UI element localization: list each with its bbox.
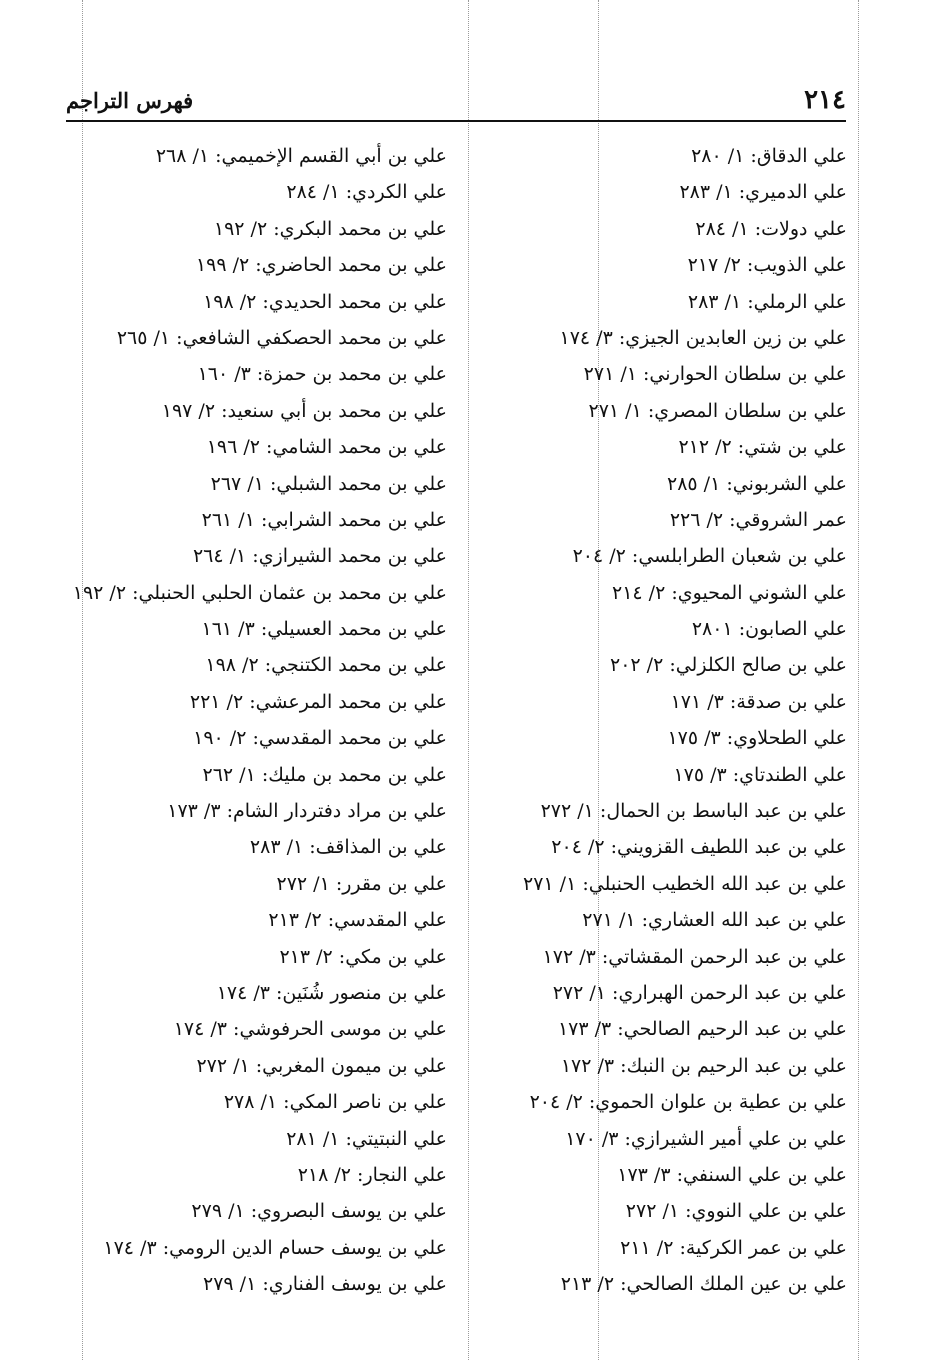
index-entry: علي بن ميمون المغربي: ١/ ٢٧٢ [196,1054,447,1077]
index-entry: علي بن صدقة: ٣/ ١٧١ [670,690,847,713]
running-title: فهرس التراجم [66,87,194,113]
index-entry: علي النجار: ٢/ ٢١٨ [297,1163,447,1186]
index-entry: علي بن عمر الكركية: ٢/ ٢١١ [620,1236,847,1259]
index-entry: علي بن علي السنفي: ٣/ ١٧٣ [617,1163,847,1186]
index-entry: علي بن عين الملك الصالحي: ٢/ ٢١٣ [560,1273,847,1296]
index-entry: علي الصابون: ٢٨٠١ [691,618,847,641]
index-entry: علي بن سلطان الحوارني: ١/ ٢٧١ [583,363,847,386]
index-entry: علي بن المذاقف: ١/ ٢٨٣ [249,836,447,859]
index-entry: علي بن محمد بن مليك: ١/ ٢٦٢ [202,763,447,786]
index-entry: علي بن عبد الباسط بن الحمال: ١/ ٢٧٢ [540,800,847,823]
index-entry: علي الطحلاوي: ٣/ ١٧٥ [667,727,847,750]
index-entry: علي بن عبد الله الخطيب الحنبلي: ١/ ٢٧١ [523,872,847,895]
index-entry: علي بن أبي القسم الإخميمي: ١/ ٢٦٨ [155,145,447,167]
index-entry: علي الكردي: ١/ ٢٨٤ [286,181,447,204]
index-entry: علي الشربوني: ١/ ٢٨٥ [667,472,847,495]
scan-guide-line [858,0,859,1360]
index-entry: علي بن علي أمير الشيرازي: ٣/ ١٧٠ [565,1127,847,1150]
index-entry: علي الدقاق: ١/ ٢٨٠ [691,145,847,167]
index-entry: علي بن عبد الرحيم الصالحي: ٣/ ١٧٣ [557,1018,847,1041]
index-entry: علي بن شعبان الطرابلسي: ٢/ ٢٠٤ [572,545,847,568]
index-entry: علي بن محمد الشامي: ٢/ ١٩٦ [206,436,447,459]
index-entry: علي بن صالح الكلزلي: ٢/ ٢٠٢ [609,654,847,677]
index-entry: علي بن محمد بن حمزة: ٣/ ١٦٠ [197,363,447,386]
index-entry: علي بن محمد الحديدي: ٢/ ١٩٨ [203,290,447,313]
index-entry: علي بن محمد الشرابي: ١/ ٢٦١ [201,508,447,531]
index-entry: علي بن مقرر: ١/ ٢٧٢ [276,872,447,895]
index-entry: علي بن سلطان المصري: ١/ ٢٧١ [588,399,847,422]
index-entry: علي الذويب: ٢/ ٢١٧ [687,254,847,277]
index-column-left [67,138,447,1303]
index-entry: علي بن محمد بن أبي سنعيد: ٢/ ١٩٧ [161,399,447,422]
index-entry: علي بن عبد الرحمن المقشاتي: ٣/ ١٧٢ [542,945,847,968]
index-entry: علي بن محمد الكتنجي: ٢/ ١٩٨ [205,654,447,677]
page-number: ٢١٤ [804,85,846,115]
index-entry: علي المقدسي: ٢/ ٢١٣ [268,909,447,932]
index-entry: علي بن يوسف حسام الدين الرومي: ٣/ ١٧٤ [103,1236,447,1259]
index-entry: علي بن مراد دفتردار الشام: ٣/ ١٧٣ [167,800,447,823]
index-entry: علي بن محمد المرعشي: ٢/ ٢٢١ [189,690,447,713]
index-entry: علي بن عبد اللطيف القزويني: ٢/ ٢٠٤ [551,836,847,859]
index-entry: علي بن علي النووي: ١/ ٢٧٢ [625,1200,847,1223]
index-entry: علي بن ناصر المكي: ١/ ٢٧٨ [223,1091,447,1114]
index-entry: علي بن محمد الحصكفي الشافعي: ١/ ٢٦٥ [116,326,447,349]
page-header [66,80,846,122]
index-entry: علي بن يوسف الفناري: ١/ ٢٧٩ [202,1273,447,1296]
index-entry: علي بن محمد البكري: ٢/ ١٩٢ [213,217,447,240]
index-entry: علي الشوني المحيوي: ٢/ ٢١٤ [612,581,847,604]
index-entry: علي بن شتي: ٢/ ٢١٢ [678,436,847,459]
index-entry: علي بن موسى الحرفوشي: ٣/ ١٧٤ [173,1018,447,1041]
index-column-right [487,138,847,1303]
index-entry: علي بن محمد العسيلي: ٣/ ١٦١ [201,618,447,641]
index-entry: علي بن محمد الشبلي: ١/ ٢٦٧ [210,472,447,495]
index-entry: علي بن محمد الحاضري: ٢/ ١٩٩ [195,254,447,277]
index-entry: علي بن عبد الرحيم بن النبك: ٣/ ١٧٢ [560,1054,847,1077]
index-entry: علي دولات: ١/ ٢٨٤ [695,217,847,240]
scan-guide-line [468,0,469,1360]
index-entry: علي بن زين العابدين الجيزي: ٣/ ١٧٤ [559,326,847,349]
index-entry: علي بن محمد المقدسي: ٢/ ١٩٠ [193,727,447,750]
index-entry: علي الطندتاي: ٣/ ١٧٥ [673,763,847,786]
index-entry: علي بن عبد الله العشاري: ١/ ٢٧١ [582,909,847,932]
index-entry: علي بن محمد الشيرازي: ١/ ٢٦٤ [192,545,447,568]
index-entry: علي النبتيتي: ١/ ٢٨١ [286,1127,447,1150]
index-entry: علي بن يوسف البصروي: ١/ ٢٧٩ [191,1200,447,1223]
index-entry: علي الدميري: ١/ ٢٨٣ [679,181,847,204]
index-entry: علي بن عطية بن علوان الحموي: ٢/ ٢٠٤ [529,1091,847,1114]
index-entry: علي بن عبد الرحمن الهبراري: ١/ ٢٧٢ [552,981,847,1004]
index-entry: عمر الشروقي: ٢/ ٢٢٦ [669,508,847,531]
index-entry: علي بن منصور شُنَين: ٣/ ١٧٤ [216,981,447,1004]
index-entry: علي الرملي: ١/ ٢٨٣ [687,290,847,313]
index-entry: علي بن مكي: ٢/ ٢١٣ [279,945,447,968]
index-entry: علي بن محمد بن عثمان الحلبي الحنبلي: ٢/ ١٩٢ [72,581,447,604]
